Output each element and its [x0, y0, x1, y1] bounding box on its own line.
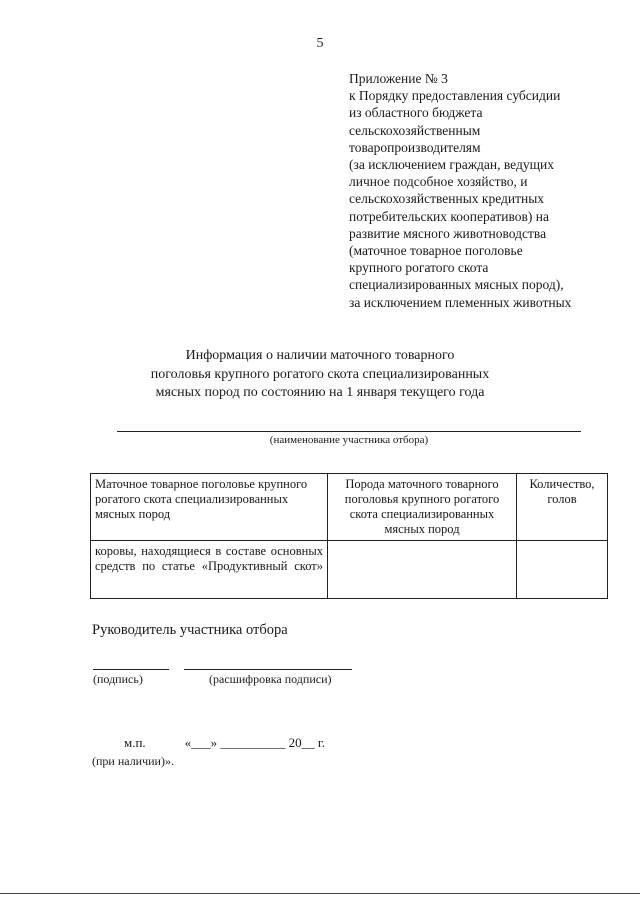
signature-label: (подпись) — [93, 672, 143, 686]
stamp-date-line: м.п. «___» __________ 20__ г. — [124, 735, 326, 750]
participant-name-line — [117, 431, 581, 432]
appendix-line: (маточное товарное поголовье — [349, 243, 523, 259]
table-cell: коровы, находящиеся в составе основных средств по статье «Продуктивный скот» — [91, 541, 328, 599]
title-line: Информация о наличии маточного товарного — [185, 348, 455, 363]
appendix-block — [349, 70, 619, 311]
stamp-note: (при наличии)». — [92, 754, 174, 768]
table-header-cell: Маточное товарное поголовье крупного рогатого скота специализированных мясных пород — [91, 474, 328, 541]
appendix-line: сельскохозяйственных кредитных — [349, 191, 545, 207]
appendix-line: потребительских кооперативов) на — [349, 208, 549, 224]
appendix-line: к Порядку предоставления субсидии — [349, 88, 561, 104]
table-cell — [517, 541, 608, 599]
table-header-cell: Порода маточного товарного поголовья крупного рогатого скота специализированных мясных пород — [328, 474, 517, 541]
appendix-line: из областного бюджета — [349, 105, 483, 121]
table-header-row — [91, 474, 608, 541]
page-bottom-border — [0, 893, 640, 894]
table-row — [91, 541, 608, 599]
appendix-line: товаропроизводителям — [349, 139, 481, 155]
title-line: поголовья крупного рогатого скота специализированных — [150, 366, 490, 382]
signature-line — [93, 669, 169, 670]
appendix-line: развитие мясного животноводства — [349, 225, 547, 241]
appendix-line: сельскохозяйственным — [349, 122, 481, 138]
appendix-line: за исключением племенных животных — [349, 294, 572, 310]
decode-label: (расшифровка подписи) — [209, 672, 332, 686]
appendix-line: крупного рогатого скота — [349, 260, 489, 276]
decode-line — [184, 669, 352, 670]
appendix-line: (за исключением граждан, ведущих — [349, 157, 554, 173]
page-number: 5 — [316, 36, 324, 51]
title-line: мясных пород по состоянию на 1 января текущего года — [155, 385, 485, 400]
document-title — [60, 347, 580, 403]
table-cell — [328, 541, 517, 599]
appendix-line: специализированных мясных пород), — [349, 277, 564, 293]
appendix-line: личное подсобное хозяйство, и — [349, 174, 528, 190]
table-header-cell: Количество, голов — [517, 474, 608, 541]
head-title: Руководитель участника отбора — [92, 622, 288, 638]
participant-caption: (наименование участника отбора) — [269, 434, 429, 446]
data-table — [90, 473, 608, 599]
appendix-line: Приложение № 3 — [349, 71, 448, 86]
